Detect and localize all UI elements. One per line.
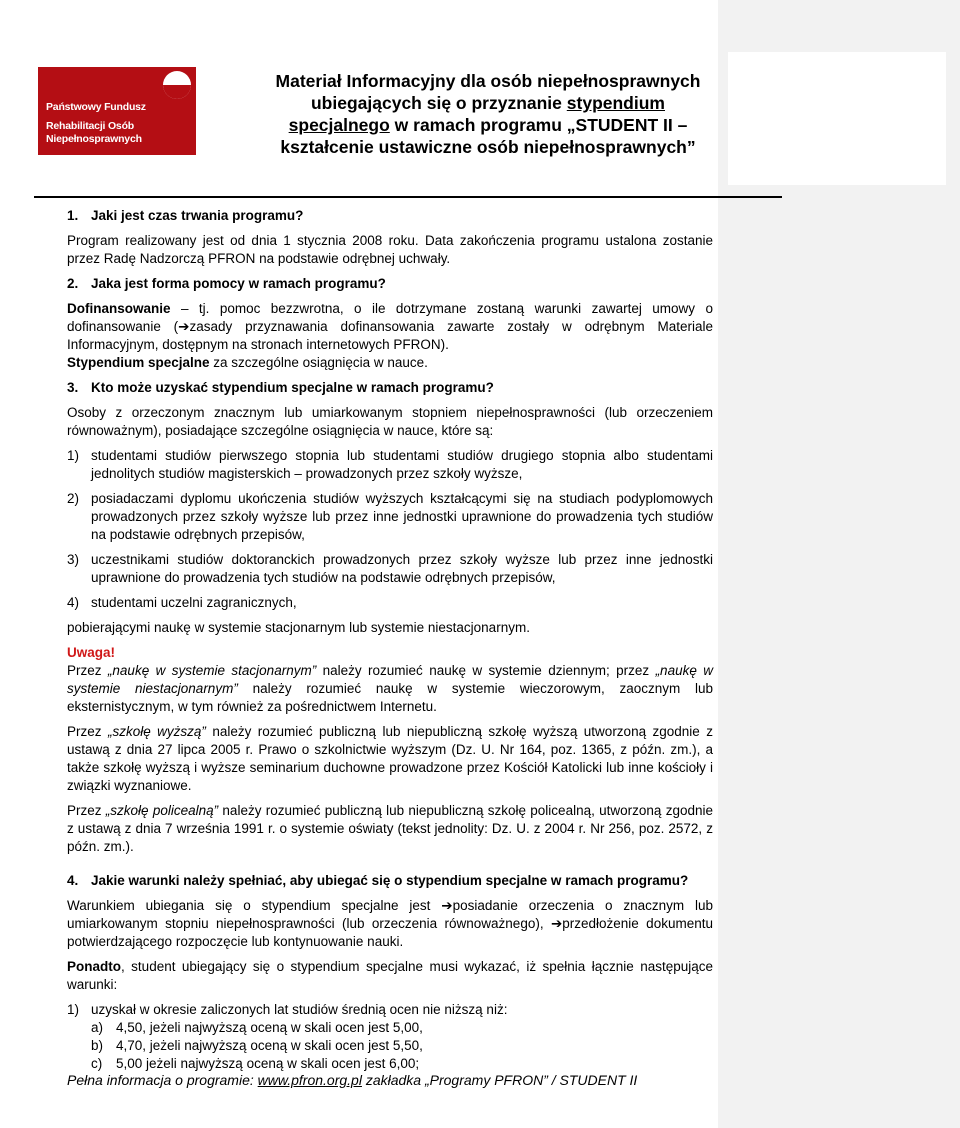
section-3-heading [67,379,713,397]
list-item-text: studentami uczelni zagranicznych, [91,595,297,610]
title-line3-underlined: specjalnego [288,115,390,135]
title-line3-text: w ramach programu „STUDENT II – [389,115,688,135]
section-2-paragraph-1 [67,300,713,354]
document-title [228,70,748,158]
section-question: Jaki jest czas trwania programu? [91,208,304,223]
list-item [67,1001,713,1019]
conditions-list [67,1001,713,1019]
sub-item-text: 4,70, jeżeli najwyższą oceną w skali ocen jest 5,50, [116,1038,423,1053]
logo-text-line3: Niepełnosprawnych [46,133,142,145]
section-1-heading [67,207,713,225]
list-item-text: studentami studiów pierwszego stopnia lub studentami studiów drugiego stopnia albo studentami jednolitych studiów magisterskich – prowadzonych przez szkoły wyższe, [91,448,713,481]
page-footer [67,1072,637,1088]
section-number: 1. [67,208,79,223]
italic-term: „naukę w systemie stacjonarnym” [107,663,317,678]
sub-list-item [91,1037,713,1055]
bold-term: Dofinansowanie [67,301,171,316]
sub-item-letter: b) [91,1038,104,1053]
note-text: Przez [67,803,106,818]
section-number: 4. [67,873,79,888]
bold-term: Ponadto [67,959,121,974]
italic-term: „szkołę policealną” [105,803,219,818]
paragraph-text: , student ubiegający się o stypendium specjalne musi wykazać, iż spełnia łącznie następujące warunki: [67,959,713,992]
section-question: Jaka jest forma pomocy w ramach programu? [91,276,386,291]
note-text: należy rozumieć naukę w systemie wieczorowym, zaocznym lub eksternistycznym, w tym również za pośrednictwem Internetu. [67,681,713,714]
list-item-number: 1) [67,448,80,463]
grade-thresholds-list [67,1019,713,1073]
arrow-right-icon: ➔ [550,916,563,931]
list-item-text: uczestnikami studiów doktoranckich prowadzonych przez szkoły wyższe lub przez inne jednostki uprawnione do prowadzenia tych studiów na podstawie odrębnych przepisów, [91,552,713,585]
paragraph-text: za szczególne osiągnięcia w nauce. [209,355,428,370]
title-line2-underlined: stypendium [566,93,665,113]
arrow-right-icon: ➔ [178,319,190,334]
sub-item-text: 4,50, jeżeli najwyższą oceną w skali ocen jest 5,00, [116,1020,423,1035]
section-number: 2. [67,276,79,291]
sub-item-letter: c) [91,1056,103,1071]
warning-label: Uwaga! [67,645,116,660]
note-text: należy rozumieć publiczną lub niepubliczną szkołę wyższą utworzoną zgodnie z ustawą z dnia 27 lipca 2005 r. Prawo o szkolnictwie wyższym (Dz. U. Nr 164, poz. 1365, z późn. zm.), a także szkołę wyższą i wyższe seminarium duchowne prowadzone przez Kościół Katolicki lub inne kościoły i związki wyznaniowe. [67,724,713,793]
comment-margin-box [728,52,946,185]
section-4-paragraph-1 [67,897,713,951]
paragraph-text: – tj. pomoc bezzwrotna, o ile dotrzymane zostaną warunki zawartej umowy o dofinansowanie ( [67,301,713,334]
footer-text: Pełna informacja o programie: [67,1072,258,1088]
logo-text-line2: Rehabilitacji Osób [46,120,135,132]
footer-text: zakładka „Programy PFRON” / STUDENT II [361,1072,638,1088]
note-stacjonarny [67,662,713,716]
paragraph-text: Warunkiem ubiegania się o stypendium specjalne jest [67,898,442,913]
list-item-number: 3) [67,552,80,567]
list-item [67,551,713,587]
title-line2 [228,92,748,114]
logo-emblem-icon [161,69,193,101]
sub-item-letter: a) [91,1020,104,1035]
section-question: Jakie warunki należy spełniać, aby ubiegać się o stypendium specjalne w ramach programu? [91,873,689,888]
eligibility-list [67,447,713,612]
italic-term: „naukę w systemie niestacjonarnym” [67,663,713,696]
section-1-text: Program realizowany jest od dnia 1 stycznia 2008 roku. Data zakończenia programu ustalona zostanie przez Radę Nadzorczą PFRON na podstawie odrębnej uchwały. [67,233,713,266]
pfron-logo [38,67,196,155]
website-link[interactable]: www.pfron.org.pl [257,1072,362,1088]
title-line3 [228,114,748,136]
list-item-text: uzyskał w okresie zaliczonych lat studiów średnią ocen nie niższą niż: [91,1002,508,1017]
paragraph-text: zasady przyznawania dofinansowania zawarte zostały w odrębnym Materiale Informacyjnym, dostępnym na stronach internetowych PFRON). [67,319,713,352]
list-item [67,594,713,612]
list-item-number: 2) [67,491,80,506]
arrow-right-icon: ➔ [441,898,453,913]
title-line1: Materiał Informacyjny dla osób niepełnosprawnych [275,71,701,91]
section-question: Kto może uzyskać stypendium specjalne w ramach programu? [91,380,494,395]
section-3-outro: pobierającymi naukę w systemie stacjonarnym lub systemie niestacjonarnym. [67,620,530,635]
paragraph-text: posiadanie orzeczenia o znacznym lub umiarkowanym stopniu niepełnosprawności (lub orzeczenia równoważnego), [67,898,713,931]
section-number: 3. [67,380,79,395]
bold-term: Stypendium specjalne [67,355,210,370]
note-text: Przez [67,663,108,678]
section-2-heading [67,275,713,293]
note-text: należy rozumieć publiczną lub niepubliczną szkołę policealną, utworzoną zgodnie z ustawą z dnia 7 września 1991 r. o systemie oświaty (tekst jednolity: Dz. U. z 2004 r. Nr 256, poz. 2572, z późn. zm.). [67,803,713,854]
section-3-intro: Osoby z orzeczonym znacznym lub umiarkowanym stopniem niepełnosprawności (lub orzeczeniem równoważnym), posiadające szczególne osiągnięcia w nauce, które są: [67,405,713,438]
title-line4: kształcenie ustawiczne osób niepełnosprawnych” [280,137,696,157]
italic-term: „szkołę wyższą” [107,724,206,739]
list-item-number: 4) [67,595,80,610]
document-body [67,207,713,1073]
section-4-heading [67,872,713,890]
logo-text-line1: Państwowy Fundusz [46,101,146,113]
list-item-number: 1) [67,1002,80,1017]
sub-item-text: 5,00 jeżeli najwyższą oceną w skali ocen jest 6,00; [116,1056,420,1071]
sub-list-item [91,1019,713,1037]
section-4-paragraph-2 [67,958,713,994]
note-text: Przez [67,724,108,739]
list-item [67,447,713,483]
list-item [67,490,713,544]
list-item-text: posiadaczami dyplomu ukończenia studiów wyższych kształcącymi się na studiach podyplomowych prowadzonych przez szkoły wyższe lub przez inne jednostki uprawnione do prowadzenia tych studiów na podstawie odrębnych przepisów, [91,491,713,542]
section-2-paragraph-2 [67,354,713,372]
header-divider [34,196,782,198]
sub-list-item [91,1055,713,1073]
note-szkola-wyzsza [67,723,713,795]
note-szkola-policealna [67,802,713,856]
note-text: należy rozumieć naukę w systemie dziennym; przez [316,663,656,678]
title-line2-text: ubiegających się o przyznanie [310,93,567,113]
paragraph-text: przedłożenie dokumentu potwierdzającego rozpoczęcie lub kontynuowanie nauki. [67,916,713,949]
